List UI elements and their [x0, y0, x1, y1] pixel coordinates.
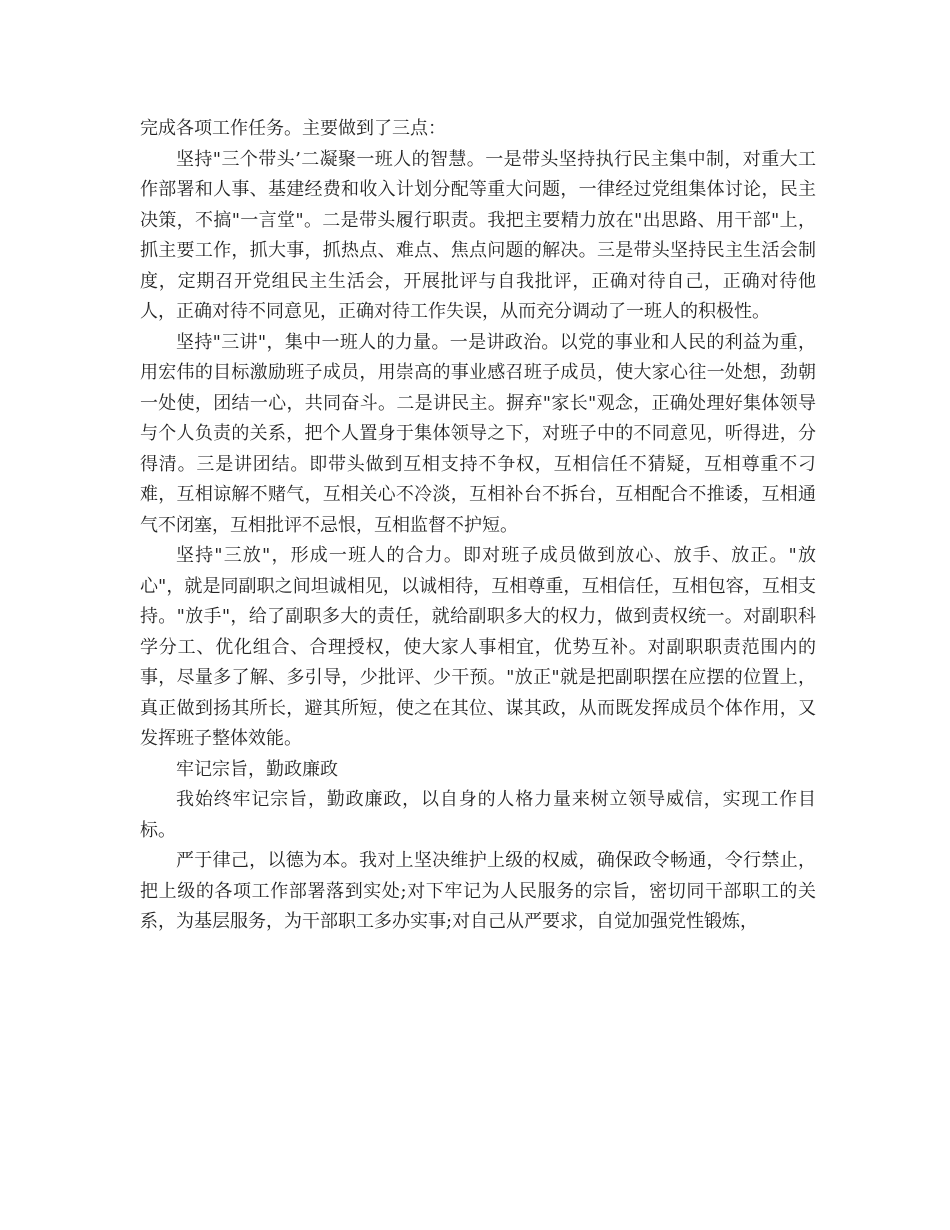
paragraph-three-leads: 坚持"三个带头’二凝聚一班人的智慧。一是带头坚持执行民主集中制，对重大工作部署和人事、基建经费和收入计划分配等重大问题，一律经过党组集体讨论，民主决策，不搞"一言堂"。二是带头履行职责。我把主要精力放在"出思路、用干部"上，抓主要工作，抓大事，抓热点、难点、焦点问题的解决。三是带头坚持民主生活会制度，定期召开党组民主生活会，开展批评与自我批评，正确对待自己，正确对待他人，正确对待不同意见，正确对待工作失误，从而充分调动了一班人的积极性。 [140, 148, 816, 322]
paragraph-self-discipline: 严于律己，以德为本。我对上坚决维护上级的权威，确保政令畅通，令行禁止，把上级的各项工作部署落到实处;对下牢记为人民服务的宗旨，密切同干部职工的关系，为基层服务，为干部职工多办实事;对自己从严要求，自觉加强党性锻炼， [140, 850, 816, 932]
paragraph-purpose: 我始终牢记宗旨，勤政廉政，以自身的人格力量来树立领导威信，实现工作目标。 [140, 789, 816, 841]
paragraph-three-talks: 坚持"三讲"，集中一班人的力量。一是讲政治。以党的事业和人民的利益为重，用宏伟的目标激励班子成员，用崇高的事业感召班子成员，使大家心往一处想，劲朝一处使，团结一心，共同奋斗。二是讲民主。摒弃"家长"观念，正确处理好集体领导与个人负责的关系，把个人置身于集体领导之下，对班子中的不同意见，听得进，分得清。三是讲团结。即带头做到互相支持不争权，互相信任不猜疑，互相尊重不刁难，互相谅解不赌气，互相关心不冷淡，互相补台不拆台，互相配合不推诿，互相通气不闭塞，互相批评不忌恨，互相监督不护短。 [140, 331, 816, 536]
document-body [140, 114, 816, 938]
paragraph-intro: 完成各项工作任务。主要做到了三点： [140, 118, 446, 139]
section-heading: 牢记宗旨，勤政廉政 [176, 758, 338, 780]
paragraph-three-lets: 坚持"三放"，形成一班人的合力。即对班子成员做到放心、放手、放正。"放心"，就是同副职之间坦诚相见，以诚相待，互相尊重，互相信任，互相包容，互相支持。"放手"，给了副职多大的责任，就给副职多大的权力，做到责权统一。对副职科学分工、优化组合、合理授权，使大家人事相宜，优势互补。对副职职责范围内的事，尽量多了解、多引导，少批评、少干预。"放正"就是把副职摆在应摆的位置上，真正做到扬其所长，避其所短，使之在其位、谋其政，从而既发挥成员个体作用，又发挥班子整体效能。 [140, 545, 816, 749]
